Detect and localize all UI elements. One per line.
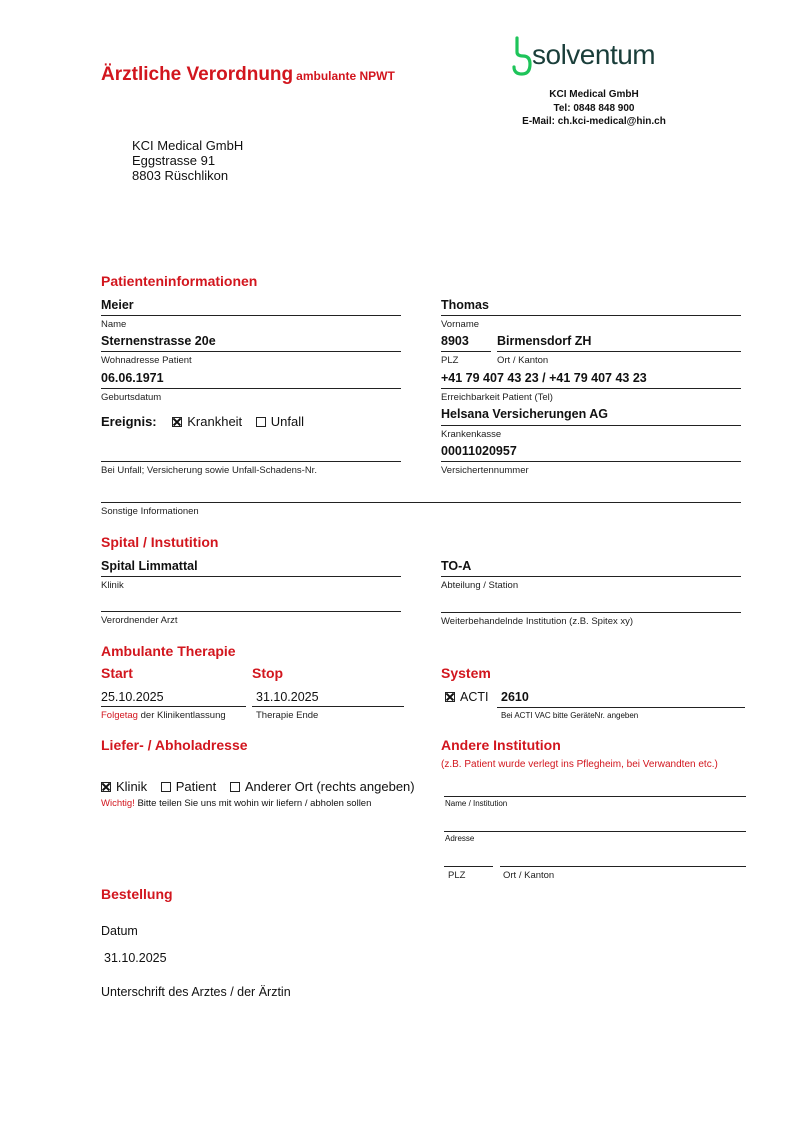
start-heading: Start (101, 665, 133, 681)
patient-street-label: Wohnadresse Patient (101, 355, 192, 366)
delivery-options (101, 779, 415, 794)
institution-city-label: Ort / Kanton (503, 870, 555, 881)
event-row (101, 414, 304, 429)
therapy-stop-label: Therapie Ende (256, 710, 319, 721)
system-row (445, 690, 488, 704)
divider (101, 315, 401, 316)
system-heading: System (441, 665, 491, 681)
order-date[interactable]: 31.10.2025 (104, 951, 167, 965)
divider (441, 351, 491, 352)
divider (441, 576, 741, 577)
checkbox-illness[interactable] (172, 417, 182, 427)
divider (441, 461, 741, 462)
other-info-input-line[interactable] (101, 502, 741, 503)
event-label: Ereignis: (101, 414, 157, 429)
institution-name-label: Name / Institution (445, 799, 508, 808)
divider (101, 576, 401, 577)
stop-heading: Stop (252, 665, 284, 681)
patient-city[interactable]: Birmensdorf ZH (497, 334, 592, 348)
accident-insurance-label: Bei Unfall; Versicherung sowie Unfall-Schadens-Nr. (101, 465, 317, 476)
note-important: Wichtig! (101, 798, 135, 809)
divider (101, 706, 246, 707)
patient-firstname[interactable]: Thomas (441, 298, 489, 312)
hospital-ward-label: Abteilung / Station (441, 580, 519, 591)
company-tel: Tel: 0848 848 900 (553, 102, 635, 114)
checkbox-accident[interactable] (256, 417, 266, 427)
followup-input-line[interactable] (441, 612, 741, 613)
patient-phone[interactable]: +41 79 407 43 23 / +41 79 407 43 23 (441, 371, 647, 385)
option-other-label: Anderer Ort (rechts angeben) (244, 779, 415, 794)
therapy-start-label (101, 710, 226, 721)
start-label-followday: Folgetag (101, 710, 138, 721)
title-text: Ärztliche Verordnung (101, 64, 294, 85)
delivery-note (101, 798, 371, 809)
title-subtitle: ambulante NPWT (296, 69, 395, 83)
hospital-ward[interactable]: TO-A (441, 559, 472, 573)
checkbox-other-place[interactable] (230, 782, 240, 792)
doctor-label: Verordnender Arzt (101, 615, 178, 626)
option-clinic-label: Klinik (116, 779, 148, 794)
patient-phone-label: Erreichbarkeit Patient (Tel) (441, 392, 553, 403)
patient-name-label: Name (101, 319, 127, 330)
patient-birthdate-label: Geburtsdatum (101, 392, 162, 403)
doctor-input-line[interactable] (101, 611, 401, 612)
signature-label: Unterschrift des Arztes / der Ärztin (101, 985, 291, 999)
other-info-label: Sonstige Informationen (101, 506, 199, 517)
patient-plz-label: PLZ (441, 355, 459, 366)
recipient-line3: 8803 Rüschlikon (132, 168, 229, 183)
section-therapy: Ambulante Therapie (101, 643, 236, 659)
system-name: ACTI (460, 690, 489, 704)
brand-name: solventum (532, 39, 656, 70)
company-name: KCI Medical GmbH (549, 89, 639, 100)
recipient-address (132, 138, 243, 183)
company-email: E-Mail: ch.kci-medical@hin.ch (522, 116, 666, 127)
institution-address-label: Adresse (445, 834, 475, 843)
system-device-number[interactable]: 2610 (501, 690, 529, 704)
order-date-label: Datum (101, 924, 138, 938)
patient-firstname-label: Vorname (441, 319, 480, 330)
accident-label: Unfall (270, 414, 305, 429)
checkbox-acti[interactable] (445, 692, 455, 702)
institution-plz-line[interactable] (444, 866, 493, 867)
patient-birthdate[interactable]: 06.06.1971 (101, 371, 164, 385)
system-device-label: Bei ACTI VAC bitte GeräteNr. angeben (501, 711, 639, 720)
section-delivery: Liefer- / Abholadresse (101, 737, 248, 753)
therapy-start-date[interactable]: 25.10.2025 (101, 690, 164, 704)
accident-input-line[interactable] (101, 461, 401, 462)
divider (497, 707, 745, 708)
checkbox-patient[interactable] (161, 782, 171, 792)
followup-institution-label: Weiterbehandelnde Institution (z.B. Spitex xy) (441, 616, 634, 627)
option-patient-label: Patient (175, 779, 217, 794)
section-hospital: Spital / Instutition (101, 534, 219, 550)
section-patient: Patienteninformationen (101, 273, 258, 289)
note-text: Bitte teilen Sie uns mit wohin wir liefern / abholen sollen (137, 798, 372, 809)
patient-insurance-number[interactable]: 00011020957 (441, 444, 517, 458)
patient-insurance-number-label: Versichertennummer (441, 465, 529, 476)
recipient-line2: Eggstrasse 91 (132, 153, 216, 168)
patient-insurer-label: Krankenkasse (441, 429, 502, 440)
section-other-institution: Andere Institution (441, 737, 561, 753)
section-order: Bestellung (101, 886, 173, 902)
hospital-clinic-label: Klinik (101, 580, 124, 591)
patient-plz[interactable]: 8903 (441, 334, 469, 348)
patient-street[interactable]: Sternenstrasse 20e (101, 334, 216, 348)
divider (497, 351, 741, 352)
institution-address-line[interactable] (444, 831, 746, 832)
patient-name[interactable]: Meier (101, 298, 134, 312)
therapy-stop-date[interactable]: 31.10.2025 (256, 690, 319, 704)
form-title (101, 64, 395, 86)
hospital-clinic[interactable]: Spital Limmattal (101, 559, 198, 573)
institution-plz-label: PLZ (448, 870, 466, 881)
other-institution-hint: (z.B. Patient wurde verlegt ins Pflegheim, bei Verwandten etc.) (441, 759, 718, 770)
divider (252, 706, 404, 707)
divider (441, 425, 741, 426)
patient-city-label: Ort / Kanton (497, 355, 549, 366)
illness-label: Krankheit (187, 414, 243, 429)
institution-city-line[interactable] (500, 866, 746, 867)
recipient-line1: KCI Medical GmbH (132, 138, 244, 153)
divider (441, 388, 741, 389)
divider (101, 388, 401, 389)
patient-insurer[interactable]: Helsana Versicherungen AG (441, 407, 608, 421)
checkbox-clinic[interactable] (101, 782, 111, 792)
institution-name-line[interactable] (444, 796, 746, 797)
solventum-logo (510, 34, 690, 80)
start-label-rest: der Klinikentlassung (140, 710, 226, 721)
divider (441, 315, 741, 316)
divider (101, 351, 401, 352)
company-contact (494, 88, 694, 129)
